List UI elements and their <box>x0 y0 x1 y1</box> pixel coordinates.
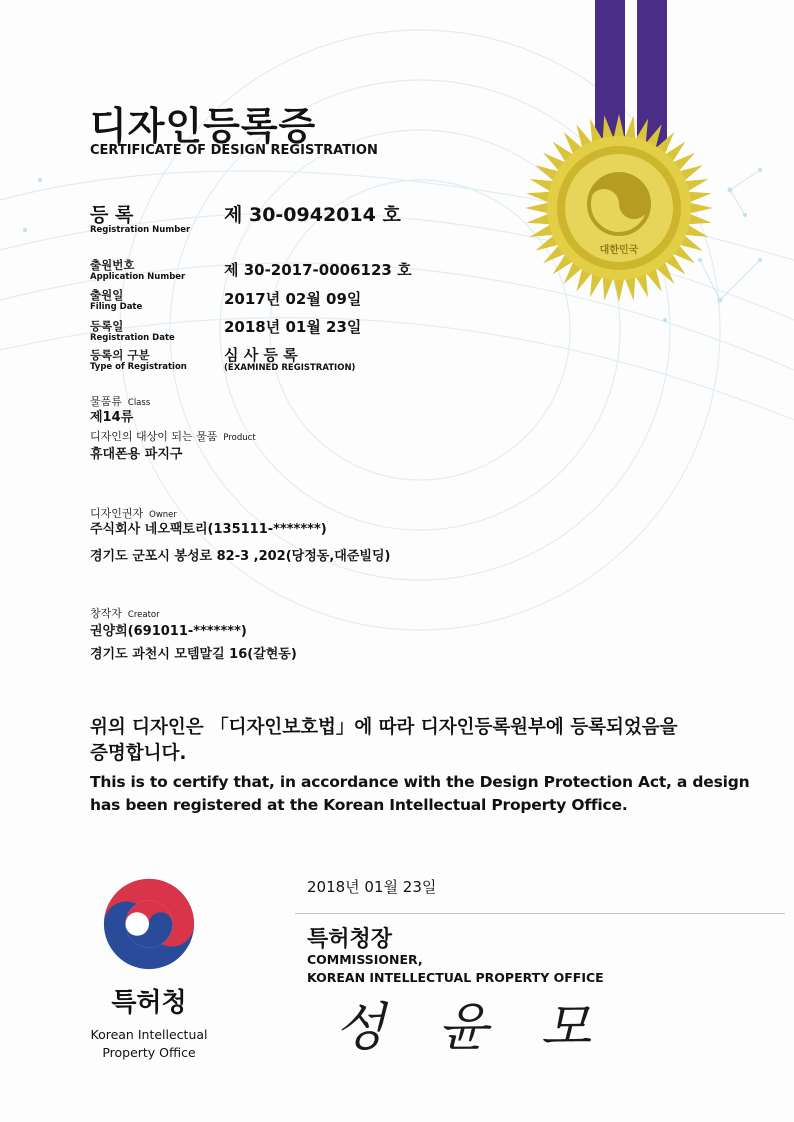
office-name-en-2: Property Office <box>102 1045 196 1060</box>
page-subtitle: CERTIFICATE OF DESIGN REGISTRATION <box>90 143 378 158</box>
field-label: 출원일 <box>90 288 124 302</box>
creator-label-en: Creator <box>127 610 160 620</box>
field-label: 등록일 <box>90 319 124 333</box>
field-label-en: Application Number <box>90 272 186 282</box>
signatory-title-en-1: COMMISSIONER, <box>307 952 423 967</box>
field-label: 출원번호 <box>90 258 135 272</box>
owner-name: 주식회사 네오팩토리(135111-*******) <box>90 522 327 537</box>
registration-number: 제 30-0942014 호 <box>224 204 401 226</box>
statement-en-line2: has been registered at the Korean Intellectual Property Office. <box>90 796 628 814</box>
statement-ko-line2: 증명합니다. <box>90 743 187 764</box>
owner-label-en: Owner <box>149 510 177 520</box>
seal-text: 대한민국 <box>599 245 639 256</box>
product-label: 디자인의 대상이 되는 물품 <box>90 430 218 443</box>
class-label: 물품류 <box>90 395 122 408</box>
registration-label: 등 록 <box>90 204 134 226</box>
office-name-en-1: Korean Intellectual <box>90 1027 208 1042</box>
field-label: 등록의 구분 <box>90 348 150 362</box>
signature-divider <box>295 913 785 914</box>
creator-name: 권양희(691011-*******) <box>90 624 247 639</box>
application-number: 제 30-2017-0006123 호 <box>224 261 412 279</box>
field-label-en: Filing Date <box>90 302 143 312</box>
product-label-en: Product <box>223 433 256 443</box>
registration-label-en: Registration Number <box>90 225 191 235</box>
registration-type-en: (EXAMINED REGISTRATION) <box>224 363 356 373</box>
signatory-title: 특허청장 <box>307 927 393 952</box>
signatory-title-en-2: KOREAN INTELLECTUAL PROPERTY OFFICE <box>307 970 604 985</box>
creator-label: 창작자 <box>90 607 122 620</box>
gold-seal-icon <box>523 112 715 304</box>
owner-label: 디자인권자 <box>90 507 144 520</box>
creator-section-label <box>90 602 160 621</box>
page-title: 디자인등록증 <box>90 104 317 148</box>
signature: 성 윤 모 <box>335 998 609 1058</box>
field-label-en: Type of Registration <box>90 362 187 372</box>
statement-en-line1: This is to certify that, in accordance with the Design Protection Act, a design <box>90 773 750 791</box>
statement-ko-line1: 위의 디자인은 「디자인보호법」에 따라 디자인등록원부에 등록되었음을 <box>90 717 678 738</box>
filing-date: 2017년 02월 09일 <box>224 290 362 308</box>
kipo-logo-icon <box>100 875 198 973</box>
product-section-label <box>90 425 256 444</box>
issue-date: 2018년 01월 23일 <box>307 878 437 896</box>
office-name-ko: 특허청 <box>111 988 187 1018</box>
registration-type: 심 사 등 록 <box>224 346 298 364</box>
product-value: 휴대폰용 파지구 <box>90 447 183 462</box>
registration-date: 2018년 01월 23일 <box>224 318 362 336</box>
field-label-en: Registration Date <box>90 333 175 343</box>
class-label-en: Class <box>127 398 151 408</box>
owner-address: 경기도 군포시 봉성로 82-3 ,202(당정동,대준빌딩) <box>90 549 391 564</box>
class-value: 제14류 <box>90 410 134 425</box>
creator-address: 경기도 과천시 모템말길 16(갈현동) <box>90 647 297 662</box>
